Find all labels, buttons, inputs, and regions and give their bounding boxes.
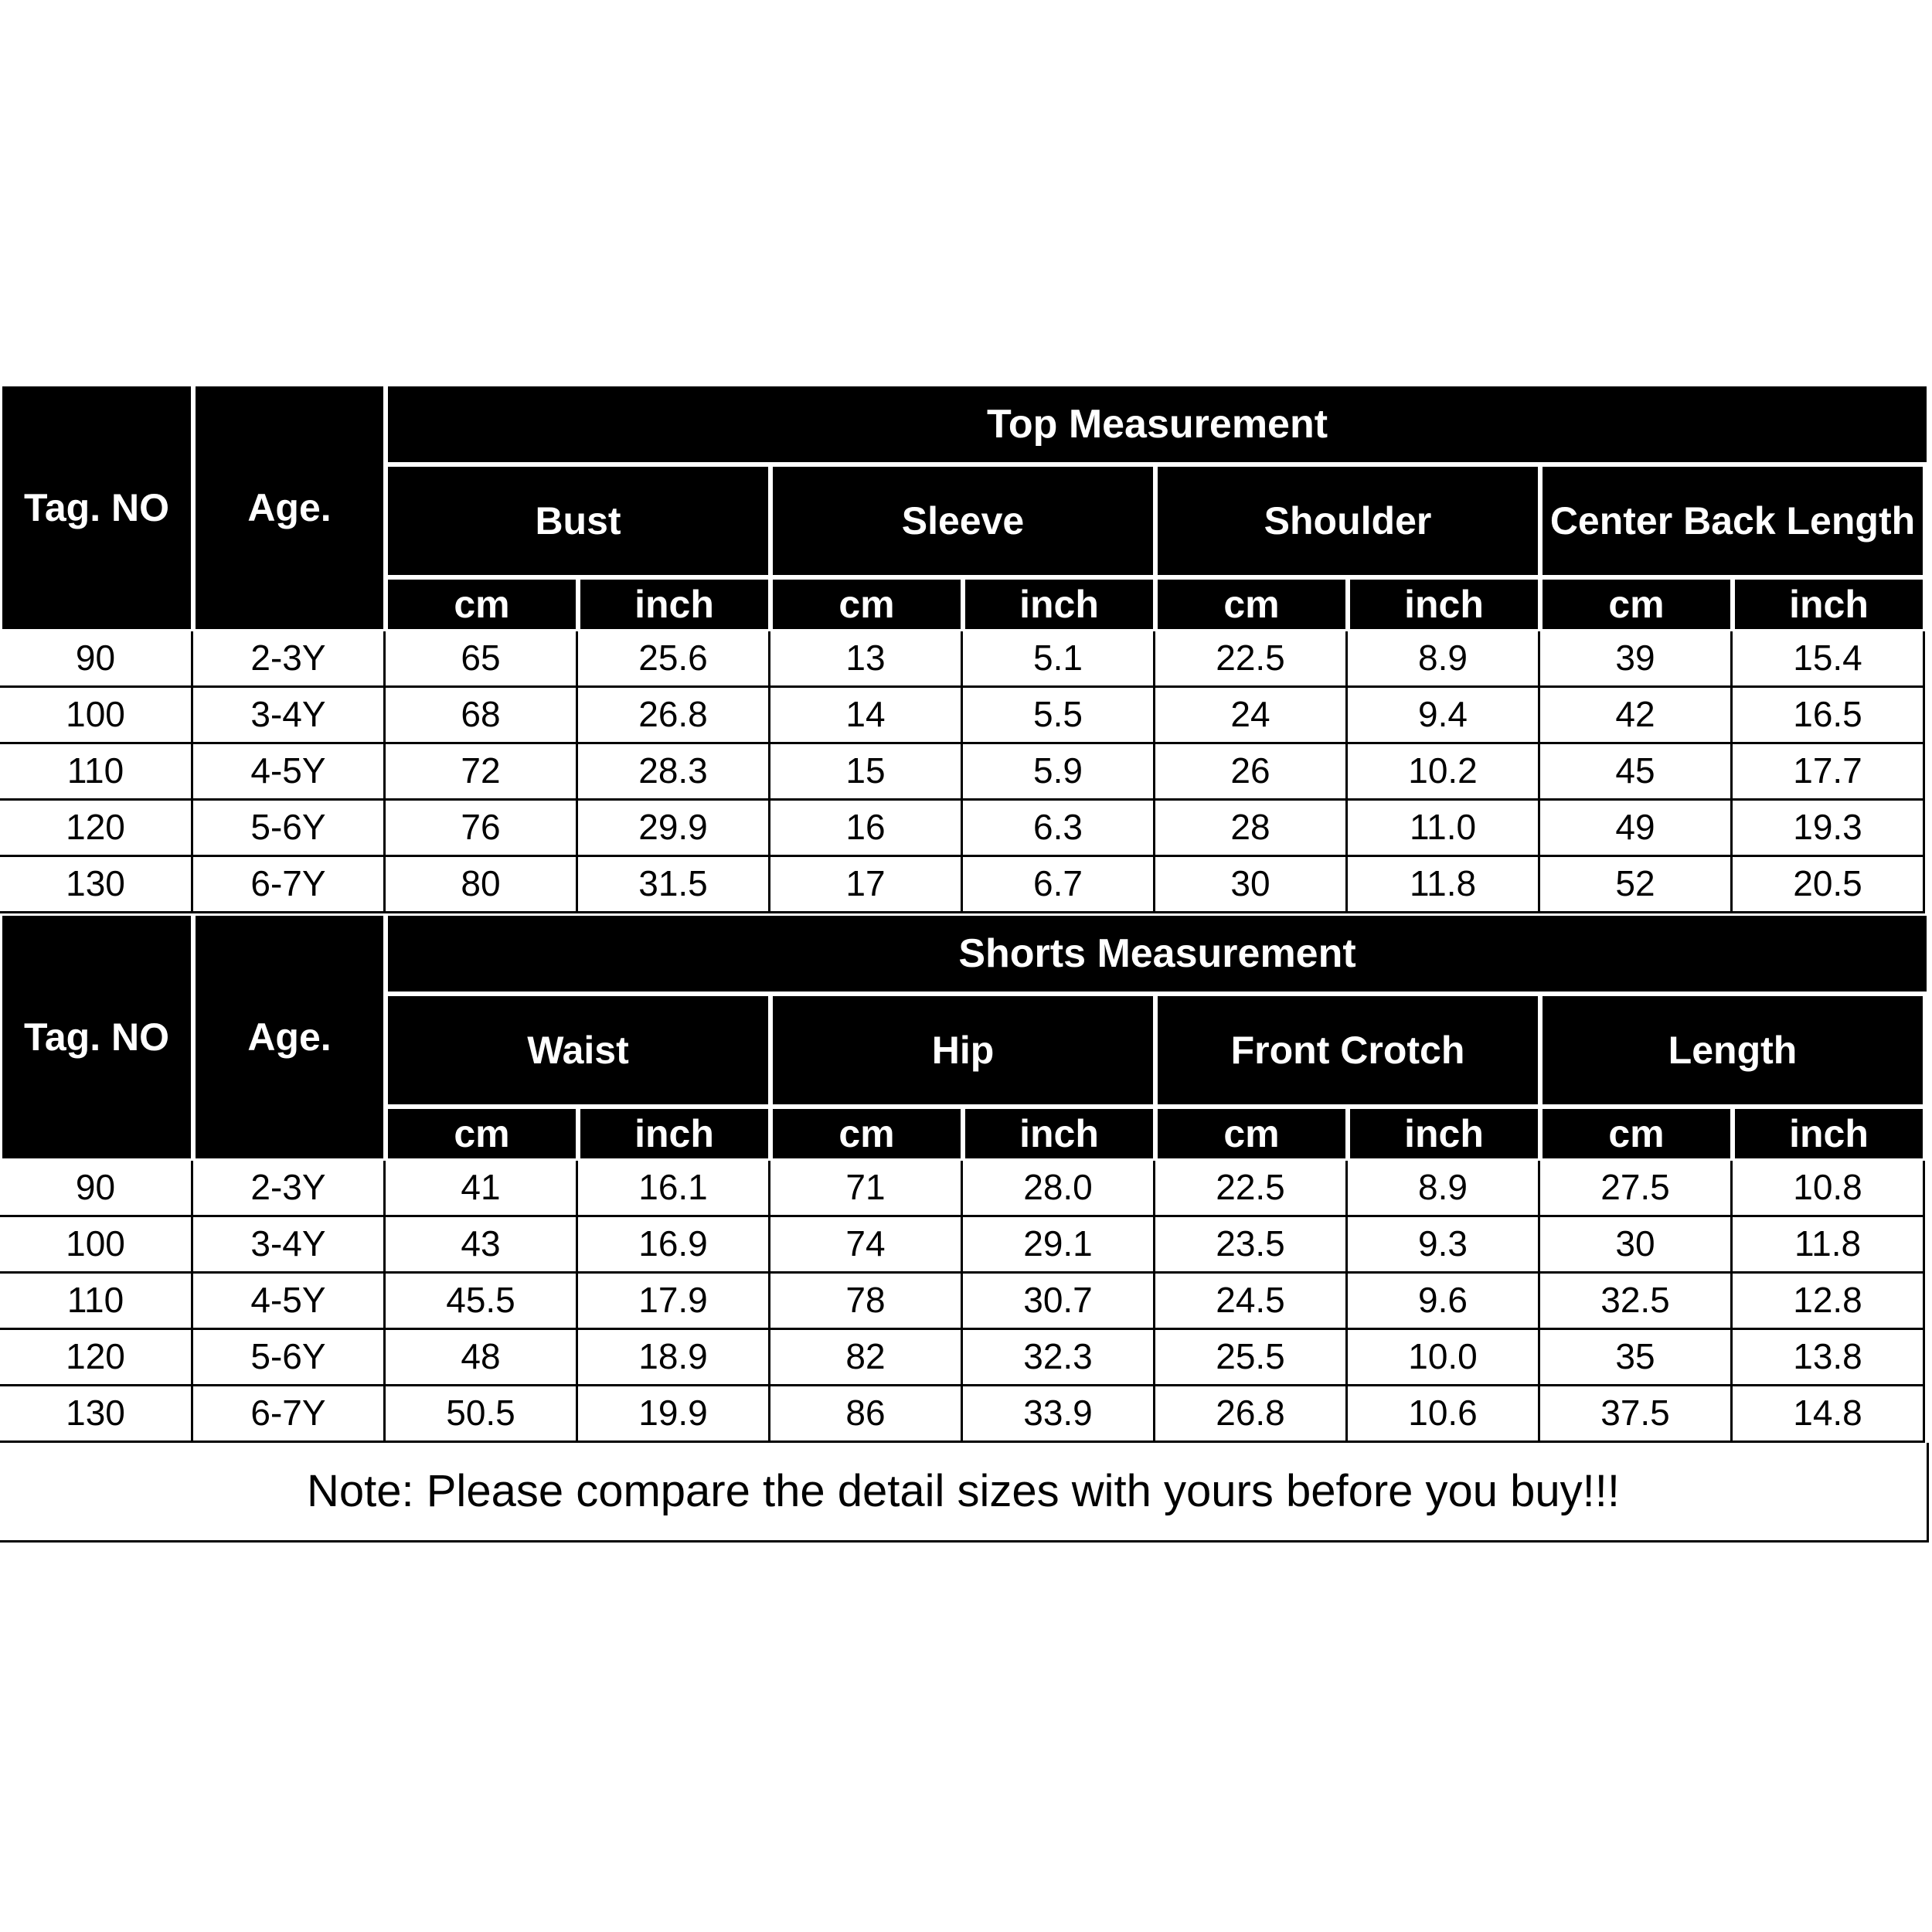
shorts-unit-inch: inch [578, 1107, 770, 1161]
shorts-group-header: Waist [386, 994, 770, 1107]
top-group-header: Bust [386, 464, 770, 577]
shorts-cell: 48 [386, 1330, 578, 1386]
top-group-header: Center Back Length [1540, 464, 1925, 577]
shorts-cell: 10.6 [1348, 1386, 1540, 1443]
top-cell: 30 [1155, 857, 1348, 913]
shorts-group-header: Hip [770, 994, 1155, 1107]
top-cell: 17.7 [1733, 744, 1925, 801]
shorts-cell: 32.5 [1540, 1274, 1733, 1330]
top-cell: 4-5Y [193, 744, 386, 801]
shorts-group-header: Length [1540, 994, 1925, 1107]
top-cell: 6.3 [963, 801, 1155, 857]
shorts-cell: 71 [770, 1161, 963, 1217]
note-text: Note: Please compare the detail sizes with yours before you buy!!! [0, 1443, 1929, 1543]
top-group-header: Sleeve [770, 464, 1155, 577]
top-cell: 39 [1540, 631, 1733, 688]
top-cell: 13 [770, 631, 963, 688]
shorts-cell: 26.8 [1155, 1386, 1348, 1443]
shorts-cell: 86 [770, 1386, 963, 1443]
top-unit-cm: cm [1155, 577, 1348, 631]
top-cell: 6-7Y [193, 857, 386, 913]
shorts-cell: 12.8 [1733, 1274, 1925, 1330]
shorts-cell: 45.5 [386, 1274, 578, 1330]
top-cell: 20.5 [1733, 857, 1925, 913]
top-cell: 11.8 [1348, 857, 1540, 913]
shorts-cell: 33.9 [963, 1386, 1155, 1443]
shorts-unit-inch: inch [963, 1107, 1155, 1161]
top-cell: 16 [770, 801, 963, 857]
top-cell: 16.5 [1733, 688, 1925, 744]
shorts-cell: 19.9 [578, 1386, 770, 1443]
top-unit-cm: cm [770, 577, 963, 631]
top-cell: 90 [0, 631, 193, 688]
top-tag-header: Tag. NO [0, 384, 193, 631]
shorts-cell: 14.8 [1733, 1386, 1925, 1443]
shorts-cell: 13.8 [1733, 1330, 1925, 1386]
top-cell: 3-4Y [193, 688, 386, 744]
shorts-unit-cm: cm [1155, 1107, 1348, 1161]
top-unit-inch: inch [1733, 577, 1925, 631]
top-cell: 5-6Y [193, 801, 386, 857]
top-unit-inch: inch [963, 577, 1155, 631]
shorts-cell: 37.5 [1540, 1386, 1733, 1443]
top-cell: 24 [1155, 688, 1348, 744]
top-cell: 45 [1540, 744, 1733, 801]
shorts-cell: 90 [0, 1161, 193, 1217]
top-cell: 14 [770, 688, 963, 744]
shorts-cell: 6-7Y [193, 1386, 386, 1443]
top-cell: 26.8 [578, 688, 770, 744]
shorts-unit-cm: cm [386, 1107, 578, 1161]
shorts-cell: 30 [1540, 1217, 1733, 1274]
shorts-tag-header: Tag. NO [0, 913, 193, 1161]
top-section-title: Top Measurement [386, 384, 1929, 464]
shorts-cell: 22.5 [1155, 1161, 1348, 1217]
shorts-cell: 10.8 [1733, 1161, 1925, 1217]
top-cell: 28 [1155, 801, 1348, 857]
top-age-header: Age. [193, 384, 386, 631]
top-cell: 28.3 [578, 744, 770, 801]
top-unit-cm: cm [386, 577, 578, 631]
shorts-cell: 4-5Y [193, 1274, 386, 1330]
shorts-cell: 2-3Y [193, 1161, 386, 1217]
shorts-age-header: Age. [193, 913, 386, 1161]
top-cell: 120 [0, 801, 193, 857]
top-cell: 110 [0, 744, 193, 801]
shorts-unit-cm: cm [1540, 1107, 1733, 1161]
shorts-cell: 9.3 [1348, 1217, 1540, 1274]
top-cell: 80 [386, 857, 578, 913]
shorts-cell: 41 [386, 1161, 578, 1217]
shorts-cell: 3-4Y [193, 1217, 386, 1274]
top-cell: 29.9 [578, 801, 770, 857]
shorts-cell: 82 [770, 1330, 963, 1386]
shorts-cell: 17.9 [578, 1274, 770, 1330]
shorts-cell: 120 [0, 1330, 193, 1386]
top-cell: 5.5 [963, 688, 1155, 744]
top-cell: 76 [386, 801, 578, 857]
top-cell: 68 [386, 688, 578, 744]
top-cell: 11.0 [1348, 801, 1540, 857]
top-cell: 100 [0, 688, 193, 744]
top-cell: 9.4 [1348, 688, 1540, 744]
top-cell: 26 [1155, 744, 1348, 801]
size-chart-table [0, 384, 1929, 1543]
shorts-unit-inch: inch [1733, 1107, 1925, 1161]
top-cell: 2-3Y [193, 631, 386, 688]
top-unit-cm: cm [1540, 577, 1733, 631]
shorts-unit-cm: cm [770, 1107, 963, 1161]
shorts-cell: 8.9 [1348, 1161, 1540, 1217]
shorts-cell: 110 [0, 1274, 193, 1330]
shorts-group-header: Front Crotch [1155, 994, 1540, 1107]
top-cell: 130 [0, 857, 193, 913]
shorts-cell: 10.0 [1348, 1330, 1540, 1386]
top-cell: 15.4 [1733, 631, 1925, 688]
shorts-cell: 130 [0, 1386, 193, 1443]
shorts-cell: 78 [770, 1274, 963, 1330]
top-cell: 65 [386, 631, 578, 688]
top-cell: 49 [1540, 801, 1733, 857]
shorts-cell: 16.1 [578, 1161, 770, 1217]
top-cell: 6.7 [963, 857, 1155, 913]
top-cell: 25.6 [578, 631, 770, 688]
shorts-cell: 27.5 [1540, 1161, 1733, 1217]
top-cell: 22.5 [1155, 631, 1348, 688]
shorts-cell: 9.6 [1348, 1274, 1540, 1330]
top-cell: 17 [770, 857, 963, 913]
top-cell: 5.9 [963, 744, 1155, 801]
shorts-cell: 16.9 [578, 1217, 770, 1274]
shorts-cell: 23.5 [1155, 1217, 1348, 1274]
shorts-cell: 30.7 [963, 1274, 1155, 1330]
top-cell: 52 [1540, 857, 1733, 913]
shorts-cell: 24.5 [1155, 1274, 1348, 1330]
shorts-cell: 29.1 [963, 1217, 1155, 1274]
shorts-cell: 74 [770, 1217, 963, 1274]
shorts-cell: 11.8 [1733, 1217, 1925, 1274]
top-group-header: Shoulder [1155, 464, 1540, 577]
top-cell: 19.3 [1733, 801, 1925, 857]
top-cell: 10.2 [1348, 744, 1540, 801]
shorts-cell: 28.0 [963, 1161, 1155, 1217]
shorts-cell: 100 [0, 1217, 193, 1274]
top-cell: 31.5 [578, 857, 770, 913]
top-unit-inch: inch [578, 577, 770, 631]
top-cell: 5.1 [963, 631, 1155, 688]
shorts-cell: 32.3 [963, 1330, 1155, 1386]
shorts-cell: 18.9 [578, 1330, 770, 1386]
top-cell: 42 [1540, 688, 1733, 744]
top-cell: 15 [770, 744, 963, 801]
shorts-cell: 25.5 [1155, 1330, 1348, 1386]
top-cell: 8.9 [1348, 631, 1540, 688]
shorts-section-title: Shorts Measurement [386, 913, 1929, 994]
shorts-cell: 43 [386, 1217, 578, 1274]
top-unit-inch: inch [1348, 577, 1540, 631]
shorts-cell: 50.5 [386, 1386, 578, 1443]
shorts-unit-inch: inch [1348, 1107, 1540, 1161]
shorts-cell: 5-6Y [193, 1330, 386, 1386]
top-cell: 72 [386, 744, 578, 801]
shorts-cell: 35 [1540, 1330, 1733, 1386]
